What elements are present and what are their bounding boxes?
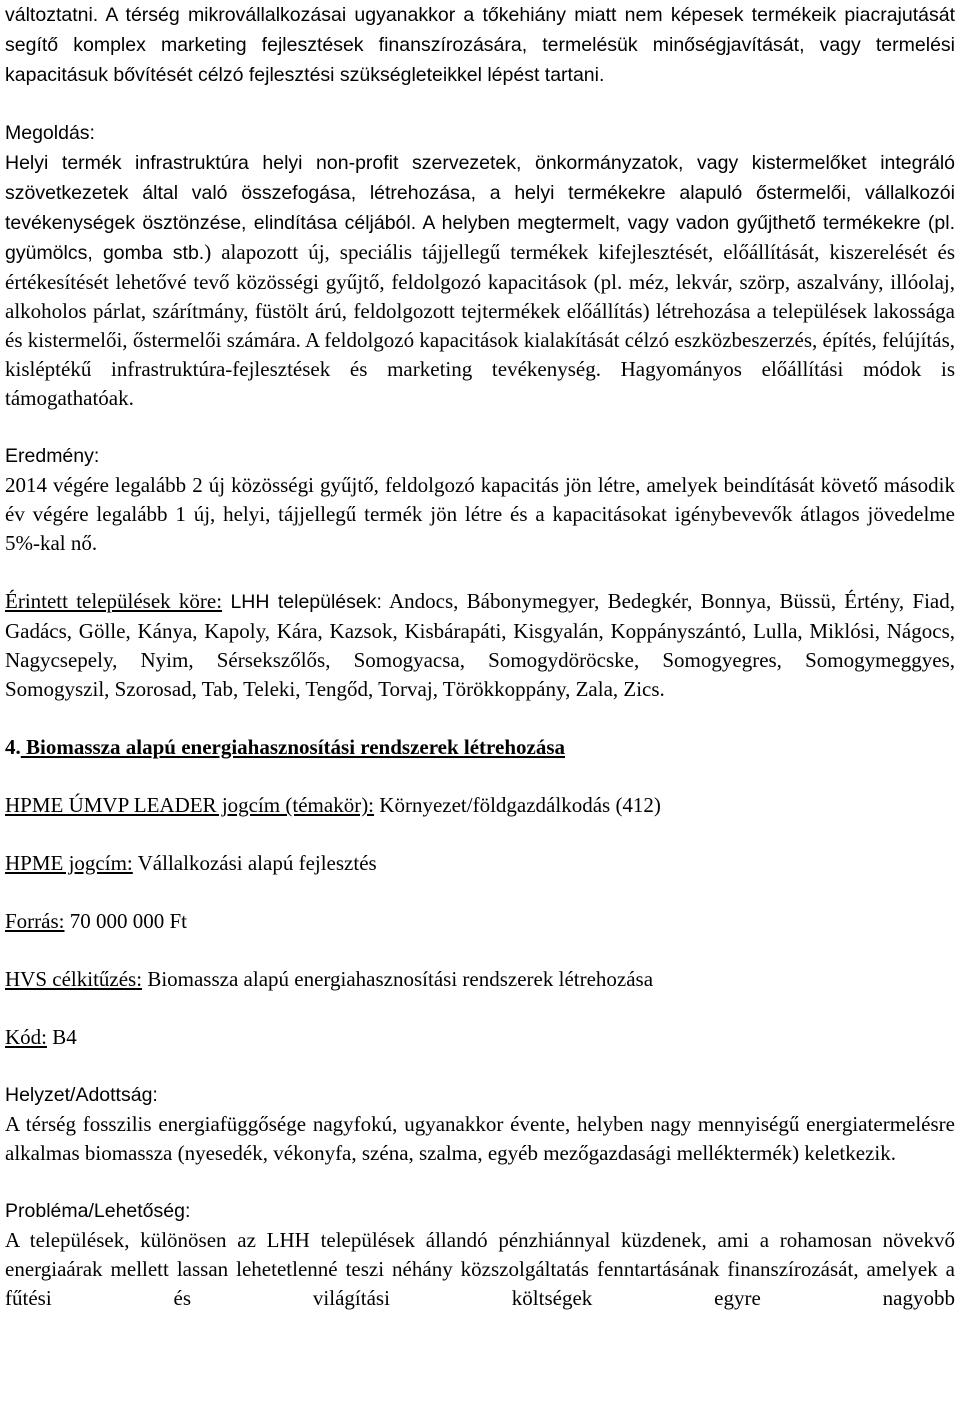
eredmeny-paragraph: 2014 végére legalább 2 új közösségi gyűjtő, feldolgozó kapacitás jön létre, amelyek beindítását követő második év végére legalább 1 új, helyi, tájjellegű termék jön létre és a kapacitásokat igénybevevők átlagos jövedelme 5%-kal nő. [5,473,955,555]
kod-label: Kód: [5,1025,47,1049]
intro-paragraph [5,0,955,90]
spacer [5,413,955,442]
hpme-umvp-field [5,791,955,820]
spacer [5,558,955,587]
problema-paragraph: A települések, különösen az LHH települések állandó pénzhiánnyal küzdenek, ami a rohamosan növekvő energiaárak mellett lassan lehetetlenné teszi néhány közszolgáltatás fenntartásának finanszírozását, amelyek a fűtési és világítási költségek egyre nagyobb [5,1228,955,1310]
megoldas-heading: Megoldás: [5,122,95,144]
erintett-list: Andocs, Bábonymegyer, Bedegkér, Bonnya, Büssü, Értény, Fiad, Gadács, Gölle, Kánya, Kapoly, Kára, Kazsok, Kisbárapáti, Kisgyalán, Koppányszántó, Lulla, Miklósi, Nágocs, Nagycsepely, Nyim, Sérsekszőlős, Somogyacsa, Somogydöröcske, Somogyegres, Somogymeggyes, Somogyszil, Szorosad, Tab, Teleki, Tengőd, Torvaj, Törökkoppány, Zala, Zics. [5,589,955,701]
spacer [5,994,955,1023]
section-number: 4. [5,735,21,759]
megoldas-text-2: A helyben megtermelt, vagy vadon gyűjthető termékekre (pl. gyümölcs, gomba stb. [5,212,955,264]
intro-lead: változtatni. [5,4,99,26]
erintett-label: Érintett települések köre: [5,589,223,613]
section-title: Biomassza alapú energiahasznosítási rendszerek létrehozása [20,735,565,759]
megoldas-text-4: méz, lekvár, szörp, aszalvány, illóolaj, alkoholos párlat, szárítmány, füstölt árú, feldolgozott tejtermékek előállítás) létrehozása a települések lakossága és kistermelői, őstermelői számára. A feldolgozó kapacitások kialakítását célzó eszközbeszerzés, építés, felújítás, kisléptékű infrastruktúra-fejlesztések és marketing tevékenység. Hagyományos előállítási módok is támogathatóak. [5,270,956,410]
hpme-jogcim-field [5,849,955,878]
hpme-umvp-label: HPME ÚMVP LEADER jogcím (témakör): [5,793,375,817]
spacer [5,936,955,965]
problema-heading: Probléma/Lehetőség: [5,1200,191,1222]
spacer [5,90,955,119]
kod-value: B4 [47,1025,77,1049]
erintett-paragraph [5,587,955,704]
forras-field [5,907,955,936]
spacer [5,820,955,849]
hpme-jogcim-label: HPME jogcím: [5,851,133,875]
spacer [5,1052,955,1081]
helyzet-paragraph: A térség fosszilis energiafüggősége nagyfokú, ugyanakkor évente, helyben nagy mennyiségű energiatermelésre alkalmas biomassza (nyesedék, vékonyfa, széna, szalma, egyéb mezőgazdasági melléktermék) keletkezik. [5,1112,955,1165]
hpme-umvp-value: Környezet/földgazdálkodás (412) [374,793,661,817]
helyzet-heading: Helyzet/Adottság: [5,1084,158,1106]
intro-body: A térség mikrovállalkozásai ugyanakkor a tőkehiány miatt nem képesek termékeik piacrajutását segítő komplex marketing fejlesztések finanszírozására, termelésük minőségjavítását, vagy termelési kapacitásuk bővítését célzó fejlesztési szükségleteikkel lépést tartani. [5,4,955,86]
spacer [5,704,955,733]
forras-value: 70 000 000 Ft [64,909,188,933]
megoldas-text-1: Helyi termék infrastruktúra helyi non-profit szervezetek, önkormányzatok, vagy kistermelőket integráló szövetkezetek által való összefogása, létrehozása, a helyi termékekre alapuló őstermelői, vállalkozói tevékenységek ösztönzése, elindítása céljából. [5,152,955,234]
hpme-jogcim-value: Vállalkozási alapú fejlesztés [132,851,377,875]
erintett-sublabel: LHH települések: [222,591,382,613]
spacer [5,762,955,791]
hvs-label: HVS célkitűzés: [5,967,143,991]
hvs-value: Biomassza alapú energiahasznosítási rendszerek létrehozása [142,967,654,991]
megoldas-text-3: ) alapozott új, speciális tájjellegű termékek kifejlesztését, előállítását, kiszerelését és értékesítését lehetővé tevő közösségi gyűjtő, feldolgozó kapacitások (pl. [5,240,955,294]
kod-field [5,1023,955,1052]
hvs-field [5,965,955,994]
forras-label: Forrás: [5,909,65,933]
spacer [5,1168,955,1197]
eredmeny-heading: Eredmény: [5,445,100,467]
document-page [5,0,955,1313]
megoldas-paragraph [5,148,955,413]
spacer [5,878,955,907]
section-4-title [5,733,955,762]
